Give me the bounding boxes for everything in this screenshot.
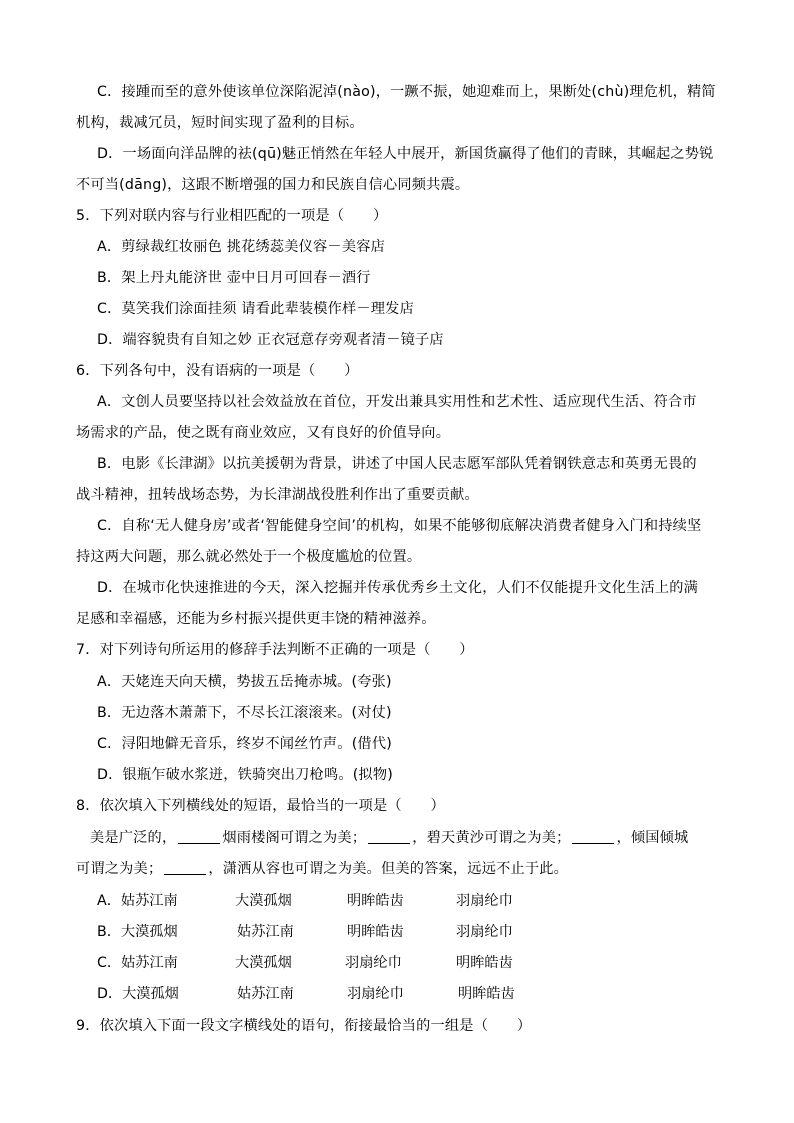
- q4-option-c-line2: 机构，裁减冗员，短时间实现了盈利的目标。: [76, 115, 364, 131]
- q8-option-label: C．姑苏江南: [97, 955, 178, 971]
- q5-option-b: B．架上丹丸能济世 壶中日月可回春－酒行: [97, 270, 371, 286]
- q8-option-cell: 姑苏江南: [237, 986, 294, 1002]
- q7-stem: 7．对下列诗句所运用的修辞手法判断不正确的一项是（ ）: [76, 642, 474, 658]
- q5-option-d: D．端容貌贵有自知之妙 正衣冠意存旁观者清－镜子店: [97, 332, 444, 348]
- q8-option-cell: 明眸皓齿: [347, 924, 404, 940]
- q6-stem: 6．下列各句中，没有语病的一项是（ ）: [76, 363, 359, 379]
- blank-1: [178, 829, 220, 844]
- q8-passage-text: ，潇洒从容也可谓之为美。但美的答案，远远不止于此。: [208, 861, 569, 877]
- q5-option-a: A．剪绿裁红妆丽色 挑花绣蕊美仪容－美容店: [97, 239, 385, 255]
- q8-option-label: B．大漠孤烟: [97, 924, 178, 940]
- q8-option-cell: 明眸皓齿: [456, 955, 513, 971]
- q8-option-label: A．姑苏江南: [97, 893, 178, 909]
- q6-option-b-line2: 战斗精神，扭转战场态势，为长津湖战役胜利作出了重要贡献。: [76, 487, 479, 503]
- q4-option-c-line1: C．接踵而至的意外使该单位深陷泥淖(nào)，一蹶不振，她迎难而上，果断处(chù)理危机，精简: [97, 84, 716, 100]
- q8-passage-text: 烟雨楼阁可谓之为美；: [222, 830, 367, 846]
- blank-2: [368, 829, 410, 844]
- q8-option-cell: 大漠孤烟: [235, 893, 292, 909]
- q8-passage-text: ，倾国倾城: [616, 830, 689, 846]
- q7-option-a: A．天姥连天向天横，势拔五岳掩赤城。(夸张): [97, 674, 392, 690]
- q6-option-a-line2: 场需求的产品，使之既有商业效应，又有良好的价值导向。: [76, 425, 451, 441]
- q8-option-cell: 大漠孤烟: [235, 955, 292, 971]
- q8-passage-text: 美是广泛的，: [90, 830, 177, 846]
- q5-option-c: C．莫笑我们涂面挂须 请看此辈装模作样－理发店: [97, 301, 414, 317]
- q8-passage-line1: [90, 828, 688, 848]
- q9-stem: 9．依次填入下面一段文字横线处的语句，衔接最恰当的一组是（ ）: [76, 1018, 532, 1034]
- blank-4: [164, 860, 206, 875]
- q8-option-cell: 明眸皓齿: [347, 893, 404, 909]
- blank-3: [572, 829, 614, 844]
- q4-option-d-line1: D．一场面向洋品牌的祛(qū)魅正悄然在年轻人中展开，新国货赢得了他们的青睐，其崛起之势锐: [97, 146, 714, 162]
- q7-option-b: B．无边落木萧萧下，不尽长江滚滚来。(对仗): [97, 705, 392, 721]
- q8-option-cell: 羽扇纶巾: [456, 924, 513, 940]
- q8-option-label: D．大漠孤烟: [97, 986, 179, 1002]
- q6-option-c-line2: 持这两大问题，那么就必然处于一个极度尴尬的位置。: [76, 549, 422, 565]
- q7-option-c: C．浔阳地僻无音乐，终岁不闻丝竹声。(借代): [97, 736, 392, 752]
- q8-stem: 8．依次填入下列横线处的短语，最恰当的一项是（ ）: [76, 798, 445, 814]
- q5-stem: 5．下列对联内容与行业相匹配的一项是（ ）: [76, 208, 388, 224]
- q8-option-cell: 明眸皓齿: [458, 986, 515, 1002]
- q7-option-d: D．银瓶乍破水浆迸，铁骑突出刀枪鸣。(拟物): [97, 767, 393, 783]
- q6-option-d-line1: D．在城市化快速推进的今天，深入挖掘并传承优秀乡土文化，人们不仅能提升文化生活上的满: [97, 580, 699, 596]
- q8-option-cell: 羽扇纶巾: [456, 893, 513, 909]
- q8-option-cell: 姑苏江南: [237, 924, 294, 940]
- q4-option-d-line2: 不可当(dāng)，这跟不断增强的国力和民族自信心同频共震。: [76, 177, 470, 193]
- q6-option-b-line1: B．电影《长津湖》以抗美援朝为背景，讲述了中国人民志愿军部队凭着钢铁意志和英勇无畏的: [97, 456, 697, 472]
- q8-option-cell: 羽扇纶巾: [347, 986, 404, 1002]
- q6-option-d-line2: 足感和幸福感，还能为乡村振兴提供更丰饶的精神滋养。: [76, 611, 436, 627]
- q6-option-a-line1: A．文创人员要坚持以社会效益放在首位，开发出兼具实用性和艺术性、适应现代生活、符合市: [97, 394, 697, 410]
- q8-option-cell: 羽扇纶巾: [345, 955, 402, 971]
- q6-option-c-line1: C．自称‘无人健身房’或者‘智能健身空间’的机构，如果不能够彻底解决消费者健身入门和持续坚: [97, 518, 702, 534]
- q8-passage-text: ，碧天黄沙可谓之为美；: [412, 830, 571, 846]
- q8-passage-text: 可谓之为美；: [76, 861, 163, 877]
- q8-passage-line2: [76, 859, 568, 879]
